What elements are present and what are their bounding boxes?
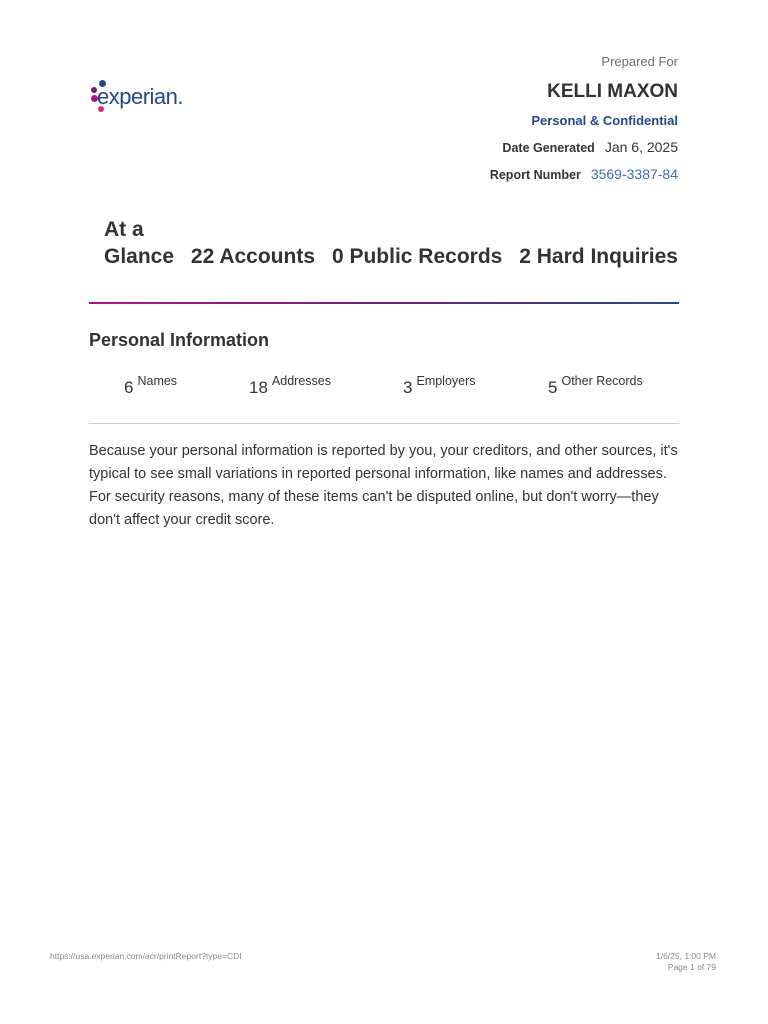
count-number: 18 [249, 378, 268, 397]
count-label: Addresses [271, 374, 331, 388]
prepared-for-label: Prepared For [601, 54, 678, 69]
at-a-glance-title: At a Glance [104, 218, 175, 268]
count-number: 6 [124, 378, 134, 397]
personal-information-title: Personal Information [89, 330, 270, 350]
report-number-link[interactable]: 3569-3387-84 [590, 166, 678, 182]
employers-count[interactable] [403, 372, 476, 398]
logo-wordmark: experian. [97, 84, 184, 109]
report-number-label: Report Number [489, 168, 581, 182]
report-number-row [490, 166, 678, 183]
at-a-glance-summary [104, 216, 678, 270]
section-divider [89, 423, 679, 424]
hard-inquiries-count[interactable]: 2 Hard Inquiries [519, 245, 678, 268]
count-label: Employers [416, 374, 476, 388]
footer-url: https://usa.experian.com/acr/printReport?type=CDI [50, 951, 242, 961]
count-label: Other Records [561, 374, 643, 388]
footer-meta [656, 951, 716, 972]
confidential-label: Personal & Confidential [531, 113, 678, 128]
count-number: 5 [548, 378, 558, 397]
accounts-count[interactable]: 22 Accounts [190, 245, 316, 268]
addresses-count[interactable] [249, 372, 331, 398]
public-records-count[interactable]: 0 Public Records [331, 245, 503, 268]
count-number: 3 [403, 378, 413, 397]
footer-timestamp: 1/6/25, 1:00 PM [655, 951, 716, 961]
footer-page-number: Page 1 of 79 [667, 961, 716, 972]
gradient-divider [89, 302, 679, 304]
other-records-count[interactable] [548, 372, 643, 398]
personal-info-description: Because your personal information is reported by you, your creditors, and other sources, it's typical to see small variations in reported personal information, like names and addresses. For security reasons, many of these items can't be disputed online, but don't worry—they don't affect your credit score. [89, 443, 678, 528]
report-header [490, 54, 678, 183]
customer-name: KELLI MAXON [547, 81, 678, 102]
personal-info-counts [89, 372, 679, 402]
date-generated-label: Date Generated [502, 141, 595, 155]
names-count[interactable] [124, 372, 177, 398]
date-generated-value: Jan 6, 2025 [604, 139, 678, 155]
experian-logo [89, 78, 199, 114]
count-label: Names [137, 374, 178, 388]
date-generated-row [490, 139, 678, 156]
